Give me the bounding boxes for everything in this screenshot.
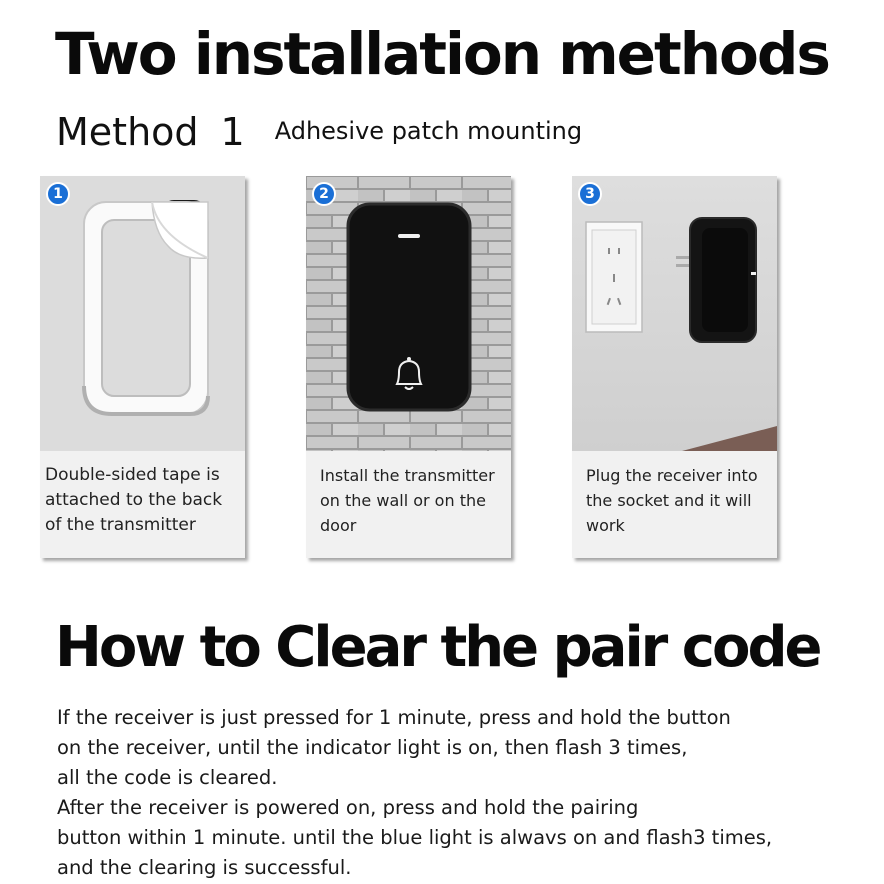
caption-line: work (586, 516, 625, 535)
caption-line: Plug the receiver into (586, 466, 758, 485)
step-caption-1 (40, 451, 245, 558)
step-card-2 (306, 176, 511, 558)
step-caption-2 (306, 451, 511, 558)
step-badge-2: 2 (312, 182, 336, 206)
step-card-3 (572, 176, 777, 558)
caption-line: Install the transmitter (320, 466, 495, 485)
caption-line: on the wall or on the (320, 491, 486, 510)
wall-transmitter-illustration (306, 176, 511, 451)
instruction-line: If the receiver is just pressed for 1 minute, press and hold the button (57, 706, 731, 729)
title-clear-pair-code: How to Clear the pair code (55, 615, 820, 680)
step-caption-3 (572, 451, 777, 558)
method-heading (56, 110, 582, 154)
step-card-1 (40, 176, 245, 558)
instruction-line: button within 1 minute. until the blue light is alwavs on and flash3 times, (57, 826, 773, 849)
step-badge-3: 3 (578, 182, 602, 206)
caption-line: of the transmitter (45, 515, 196, 535)
method-description: Adhesive patch mounting (274, 117, 583, 145)
instruction-line: all the code is cleared. (57, 766, 278, 789)
instruction-line: on the receiver, until the indicator light is on, then flash 3 times, (57, 736, 688, 759)
method-number: 1 (220, 110, 245, 154)
title-installation-methods: Two installation methods (55, 20, 829, 88)
instruction-line: After the receiver is powered on, press and hold the pairing (57, 796, 639, 819)
method-label: Method (56, 110, 199, 154)
step-badge-1: 1 (46, 182, 70, 206)
tape-illustration (40, 176, 245, 451)
socket-receiver-illustration (572, 176, 777, 451)
caption-line: Double-sided tape is (45, 465, 220, 485)
caption-line: the socket and it will (586, 491, 752, 510)
clear-instructions (57, 703, 857, 883)
caption-line: door (320, 516, 357, 535)
instruction-line: and the clearing is successful. (57, 856, 352, 879)
caption-line: attached to the back (45, 490, 223, 510)
